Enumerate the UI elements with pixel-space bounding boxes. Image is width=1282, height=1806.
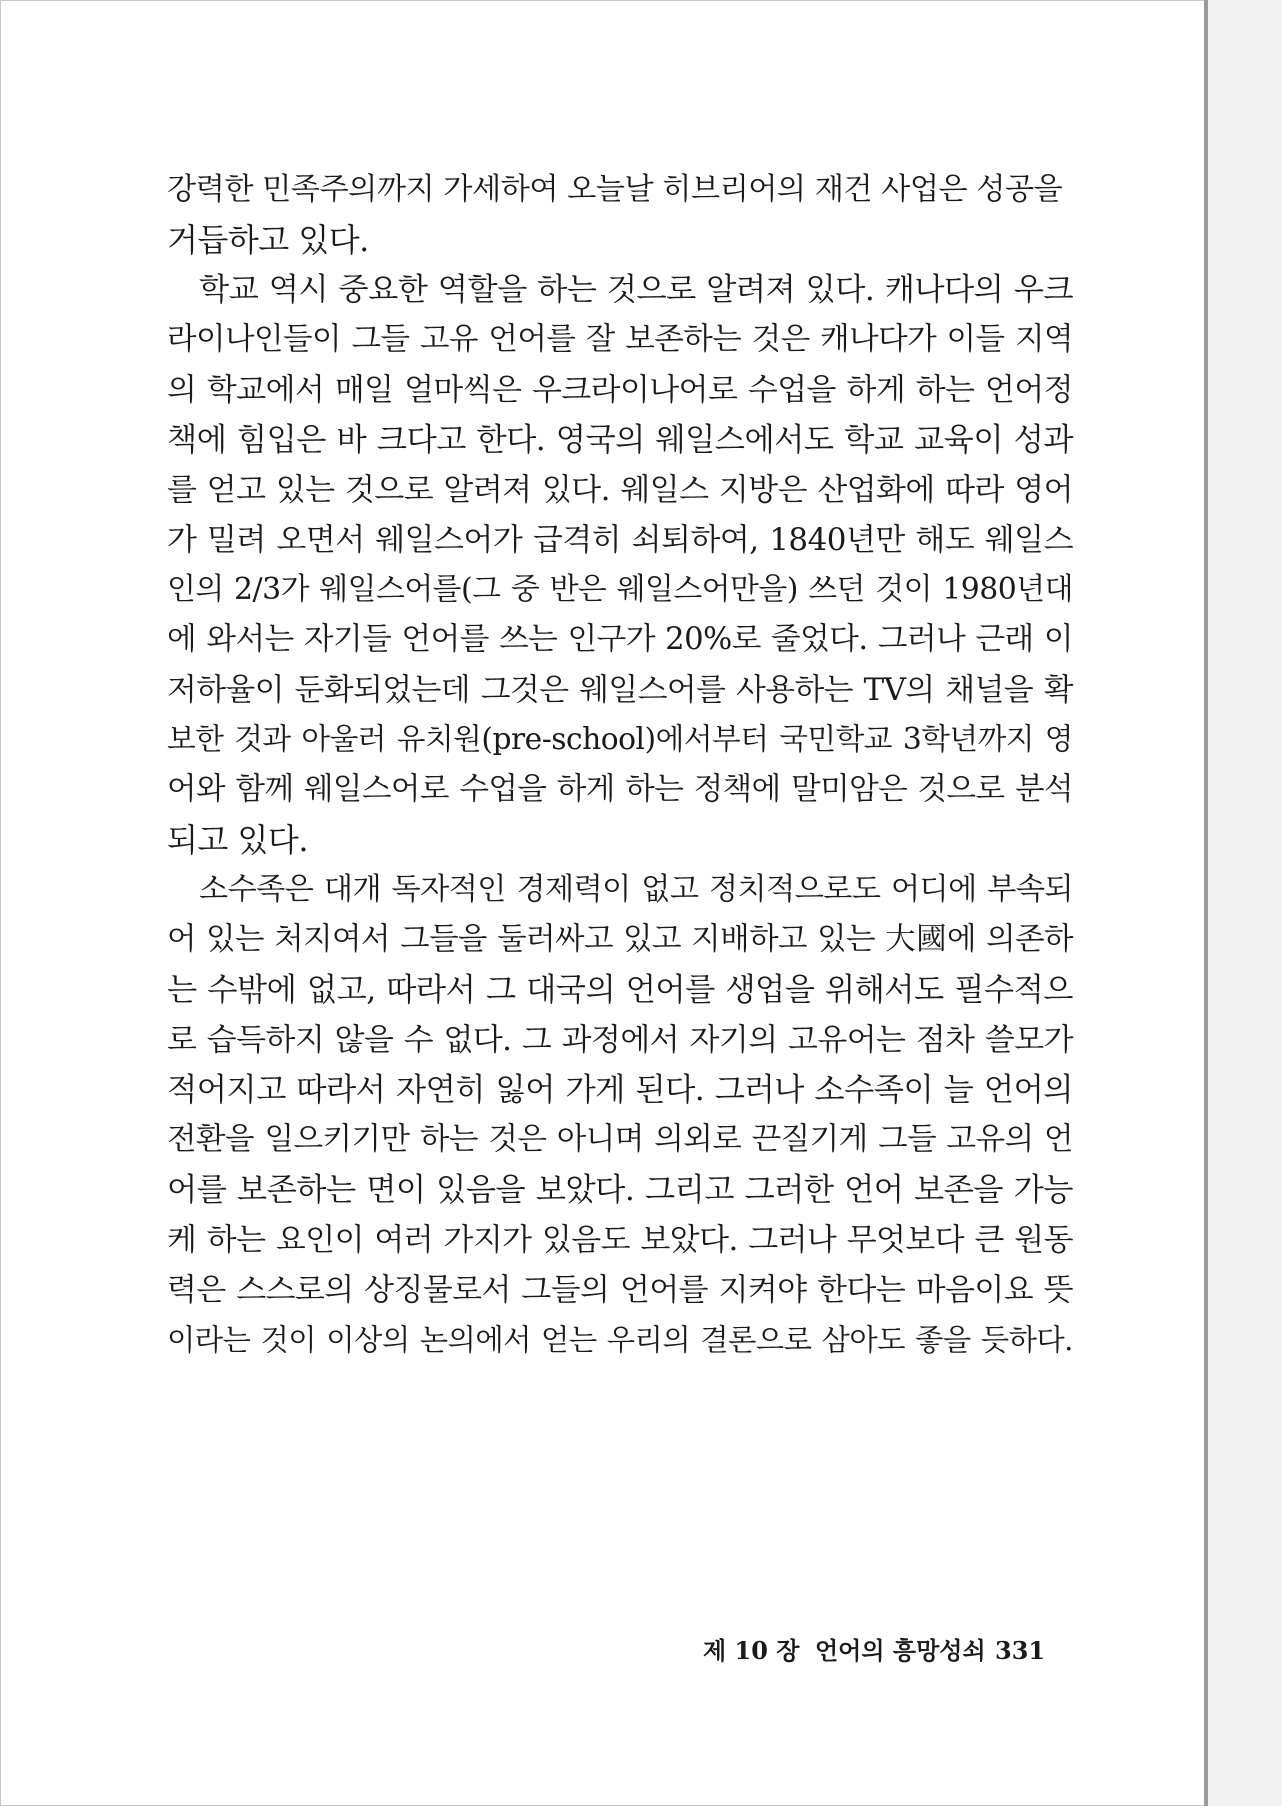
viewer-side-pane (1208, 0, 1282, 1806)
text-line: 책에 힘입은 바 크다고 한다. 영국의 웨일스에서도 학교 교육이 성과 (167, 422, 1073, 458)
text-line: 거듭하고 있다. (167, 221, 369, 259)
text-line: 인의 2/3가 웨일스어를(그 중 반은 웨일스어만을) 쓰던 것이 1980년대 (167, 572, 1073, 607)
text-line: 력은 스스로의 상징물로서 그들의 언어를 지켜야 한다는 마음이요 뜻 (167, 1272, 1073, 1308)
text-line: 학교 역시 중요한 역할을 하는 것으로 알려져 있다. 캐나다의 우크 (199, 272, 1073, 308)
text-line: 는 수밖에 없고, 따라서 그 대국의 언어를 생업을 위해서도 필수적으 (167, 972, 1073, 1008)
text-line: 로 습득하지 않을 수 없다. 그 과정에서 자기의 고유어는 점차 쓸모가 (167, 1022, 1073, 1058)
text-line: 되고 있다. (167, 821, 308, 859)
text-line: 를 얻고 있는 것으로 알려져 있다. 웨일스 지방은 산업화에 따라 영어 (167, 472, 1073, 508)
text-line: 어 있는 처지여서 그들을 둘러싸고 있고 지배하고 있는 大國에 의존하 (167, 922, 1073, 957)
text-line: 어를 보존하는 면이 있음을 보았다. 그리고 그러한 언어 보존을 가능 (167, 1172, 1073, 1208)
text-line: 의 학교에서 매일 얼마씩은 우크라이나어로 수업을 하게 하는 언어정 (167, 372, 1073, 408)
text-line: 가 밀려 오면서 웨일스어가 급격히 쇠퇴하여, 1840년만 해도 웨일스 (167, 522, 1073, 558)
text-line: 어와 함께 웨일스어로 수업을 하게 하는 정책에 말미암은 것으로 분석 (167, 772, 1073, 807)
text-line: 강력한 민족주의까지 가세하여 오늘날 히브리어의 재건 사업은 성공을 (167, 172, 1063, 207)
text-line: 라이나인들이 그들 고유 언어를 잘 보존하는 것은 캐나다가 이들 지역 (167, 322, 1073, 357)
text-line: 보한 것과 아울러 유치원(pre-school)에서부터 국민학교 3학년까지 영 (167, 722, 1073, 757)
page-number: 331 (995, 1636, 1046, 1665)
text-line: 케 하는 요인이 여러 가지가 있음도 보았다. 그러나 무엇보다 큰 원동 (167, 1222, 1073, 1258)
chapter-title: 언어의 흥망성쇠 (815, 1636, 986, 1665)
text-line: 적어지고 따라서 자연히 잃어 가게 된다. 그러나 소수족이 늘 언어의 (167, 1072, 1073, 1108)
text-line: 에 와서는 자기들 언어를 쓰는 인구가 20%로 줄었다. 그러나 근래 이 (167, 622, 1073, 657)
text-line: 저하율이 둔화되었는데 그것은 웨일스어를 사용하는 TV의 채널을 확 (167, 672, 1073, 708)
text-line: 전환을 일으키기만 하는 것은 아니며 의외로 끈질기게 그들 고유의 언 (167, 1122, 1073, 1157)
text-line: 이라는 것이 이상의 논의에서 얻는 우리의 결론으로 삼아도 좋을 듯하다. (167, 1323, 1073, 1357)
chapter-number: 제 10 장 (703, 1636, 800, 1665)
text-line: 소수족은 대개 독자적인 경제력이 없고 정치적으로도 어디에 부속되 (199, 872, 1073, 907)
running-footer (703, 1633, 1063, 1669)
